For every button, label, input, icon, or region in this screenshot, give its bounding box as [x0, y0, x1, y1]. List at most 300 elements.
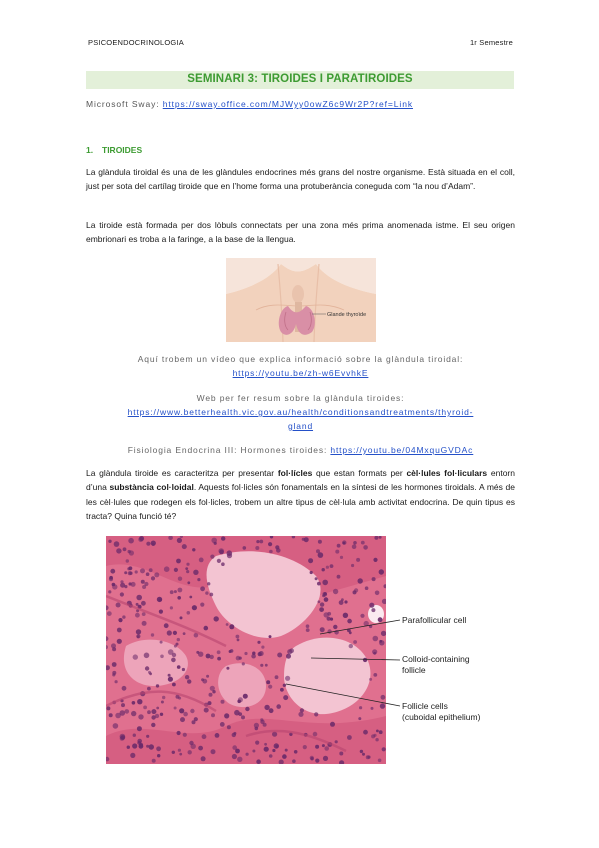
- nucleus-dot: [306, 628, 310, 632]
- nucleus-dot: [352, 544, 357, 549]
- nucleus-dot: [343, 613, 348, 618]
- nucleus-dot: [162, 696, 165, 699]
- nucleus-dot: [259, 540, 263, 544]
- term-follicular-cells: cèl·lules fol·liculars: [406, 468, 488, 478]
- nucleus-dot: [185, 567, 188, 570]
- nucleus-dot: [194, 717, 198, 721]
- nucleus-dot: [147, 710, 151, 714]
- label-follicle-1: Follicle cells: [402, 701, 448, 711]
- paragraph-structure: La tiroide està formada per dos lòbuls connectats per una zona més prima anomenada istme. El seu origen embrionari es troba a la faringe, a la base de la llengua.: [86, 220, 515, 245]
- nucleus-dot: [373, 673, 377, 677]
- nucleus-dot: [156, 746, 161, 751]
- nucleus-dot: [151, 541, 156, 546]
- nucleus-dot: [186, 570, 189, 573]
- nucleus-dot: [318, 540, 322, 544]
- nucleus-dot: [139, 536, 144, 541]
- nucleus-dot: [154, 572, 159, 577]
- nucleus-dot: [269, 635, 272, 638]
- nucleus-dot: [341, 598, 344, 601]
- label-parafollicular: Parafollicular cell: [402, 615, 467, 625]
- nucleus-dot: [233, 732, 236, 735]
- nucleus-dot: [256, 759, 261, 764]
- nucleus-dot: [242, 662, 245, 665]
- nucleus-dot: [187, 581, 190, 584]
- nucleus-dot: [188, 750, 192, 754]
- header-course: PSICOENDOCRINOLOGIA: [88, 38, 184, 47]
- nucleus-dot: [160, 641, 163, 644]
- nucleus-dot: [274, 743, 279, 748]
- nucleus-dot: [118, 618, 122, 622]
- nucleus-dot: [135, 570, 138, 573]
- video-line: [86, 366, 515, 380]
- section-heading: [86, 145, 142, 155]
- nucleus-dot: [322, 744, 325, 747]
- nucleus-dot: [268, 685, 272, 689]
- nucleus-dot: [131, 582, 136, 587]
- nucleus-dot: [239, 657, 242, 660]
- nucleus-dot: [136, 603, 139, 606]
- nucleus-dot: [171, 658, 176, 663]
- nucleus-dot: [133, 654, 138, 659]
- nucleus-dot: [177, 731, 181, 735]
- nucleus-dot: [157, 754, 160, 757]
- nucleus-dot: [372, 577, 376, 581]
- nucleus-dot: [276, 704, 281, 709]
- nucleus-dot: [335, 550, 339, 554]
- nucleus-dot: [155, 714, 159, 718]
- nucleus-dot: [128, 538, 134, 544]
- nucleus-dot: [124, 571, 127, 574]
- header-semester: 1r Semestre: [469, 38, 513, 47]
- nucleus-dot: [125, 709, 130, 714]
- nucleus-dot: [149, 744, 154, 749]
- para3-text-1: La glàndula tiroide es caracteritza per presentar: [86, 468, 278, 478]
- nucleus-dot: [257, 641, 260, 644]
- nucleus-dot: [330, 722, 335, 727]
- nucleus-dot: [137, 699, 142, 704]
- label-colloid-1: Colloid-containing: [402, 654, 470, 664]
- nucleus-dot: [127, 746, 130, 749]
- nucleus-dot: [269, 754, 273, 758]
- nucleus-dot: [200, 586, 205, 591]
- nucleus-dot: [255, 546, 259, 550]
- nucleus-dot: [185, 675, 189, 679]
- nucleus-dot: [258, 652, 262, 656]
- nucleus-dot: [183, 712, 188, 717]
- nucleus-dot: [177, 665, 181, 669]
- nucleus-dot: [198, 652, 203, 657]
- nucleus-dot: [381, 695, 386, 700]
- nucleus-dot: [112, 584, 117, 589]
- nucleus-dot: [218, 548, 224, 554]
- nucleus-dot: [132, 743, 137, 748]
- nucleus-dot: [172, 683, 176, 687]
- nucleus-dot: [333, 625, 337, 629]
- nucleus-dot: [178, 577, 182, 581]
- nucleus-dot: [313, 732, 318, 737]
- nucleus-dot: [136, 634, 140, 638]
- nucleus-dot: [229, 624, 234, 629]
- nucleus-dot: [141, 601, 146, 606]
- nucleus-dot: [369, 603, 374, 608]
- nucleus-dot: [382, 747, 386, 751]
- nucleus-dot: [109, 713, 113, 717]
- paragraph-intro: La glàndula tiroidal és una de les glàndules endocrines més grans del nostre organisme. Està situada en el coll, just per sota del cartílag tiroide que en l’home forma una protuberància coneguda com “la nou d’Adam”.: [86, 167, 515, 192]
- nucleus-dot: [353, 590, 357, 594]
- nucleus-dot: [232, 754, 237, 759]
- nucleus-dot: [349, 644, 353, 648]
- nucleus-dot: [275, 545, 279, 549]
- nucleus-dot: [109, 577, 113, 581]
- nucleus-dot: [146, 745, 149, 748]
- nucleus-dot: [227, 725, 231, 729]
- nucleus-dot: [294, 750, 298, 754]
- nucleus-dot: [147, 687, 151, 691]
- nucleus-dot: [298, 712, 303, 717]
- nucleus-dot: [366, 755, 370, 759]
- nucleus-dot: [174, 590, 177, 593]
- nucleus-dot: [112, 662, 117, 667]
- nucleus-dot: [209, 693, 213, 697]
- nucleus-dot: [343, 542, 346, 545]
- web-link-part-1[interactable]: https://www.betterhealth.vic.gov.au/health/conditionsandtreatments/thyroid-: [127, 407, 474, 417]
- nucleus-dot: [192, 605, 197, 610]
- nucleus-dot: [183, 733, 187, 737]
- nucleus-dot: [237, 639, 240, 642]
- nucleus-dot: [151, 576, 155, 580]
- nucleus-dot: [378, 759, 382, 763]
- nucleus-dot: [347, 619, 352, 624]
- fisio-line: [86, 443, 515, 457]
- nucleus-dot: [351, 564, 354, 567]
- term-colloid: substància col·loidal: [109, 482, 194, 493]
- nucleus-dot: [227, 553, 232, 558]
- web-link-part-2[interactable]: gland: [287, 421, 314, 431]
- nucleus-dot: [207, 582, 210, 585]
- nucleus-dot: [238, 712, 242, 716]
- nucleus-dot: [190, 709, 194, 713]
- nucleus-dot: [358, 717, 361, 720]
- title-bar: [86, 71, 514, 89]
- nucleus-dot: [280, 688, 284, 692]
- nucleus-dot: [129, 572, 132, 575]
- nucleus-dot: [255, 741, 259, 745]
- nucleus-dot: [360, 750, 363, 753]
- web-label: Web per fer resum sobre la glàndula tiroides:: [196, 393, 405, 403]
- nucleus-dot: [362, 753, 365, 756]
- video-link[interactable]: https://youtu.be/zh-w6EvvhkE: [232, 368, 369, 378]
- label-colloid-2: follicle: [402, 665, 426, 675]
- nucleus-dot: [236, 635, 240, 639]
- nucleus-dot: [206, 675, 209, 678]
- nucleus-dot: [252, 750, 255, 753]
- nucleus-dot: [117, 639, 122, 644]
- nucleus-dot: [177, 638, 180, 641]
- nucleus-dot: [380, 703, 385, 708]
- nucleus-dot: [246, 753, 249, 756]
- nucleus-dot: [117, 628, 122, 633]
- nucleus-dot: [304, 537, 309, 542]
- nucleus-dot: [176, 559, 181, 564]
- nucleus-dot: [268, 542, 272, 546]
- nucleus-dot: [226, 623, 229, 626]
- web-line-1: [86, 405, 515, 419]
- nucleus-dot: [130, 753, 135, 758]
- nucleus-dot: [315, 577, 318, 580]
- nucleus-dot: [269, 708, 274, 713]
- nucleus-dot: [141, 580, 145, 584]
- nucleus-dot: [115, 680, 118, 683]
- nucleus-dot: [177, 538, 182, 543]
- nucleus-dot: [327, 617, 331, 621]
- nucleus-dot: [221, 562, 225, 566]
- nucleus-dot: [120, 736, 125, 741]
- nucleus-dot: [317, 582, 321, 586]
- nucleus-dot: [319, 607, 324, 612]
- nucleus-dot: [220, 722, 225, 727]
- video-label: Aquí trobem un vídeo que explica informació sobre la glàndula tiroidal:: [137, 354, 464, 364]
- nucleus-dot: [211, 749, 216, 754]
- nucleus-dot: [310, 571, 313, 574]
- nucleus-dot: [111, 643, 116, 648]
- nucleus-dot: [177, 596, 181, 600]
- nucleus-dot: [286, 654, 291, 659]
- nucleus-dot: [335, 740, 338, 743]
- nucleus-dot: [379, 640, 384, 645]
- micrograph: [106, 536, 387, 764]
- nucleus-dot: [369, 678, 372, 681]
- nucleus-dot: [285, 749, 288, 752]
- nucleus-dot: [327, 629, 331, 633]
- nucleus-dot: [363, 730, 368, 735]
- nucleus-dot: [199, 558, 204, 563]
- nucleus-dot: [170, 590, 174, 594]
- nucleus-dot: [122, 686, 127, 691]
- nucleus-dot: [315, 759, 319, 763]
- nucleus-dot: [209, 593, 213, 597]
- nucleus-dot: [106, 706, 110, 710]
- nucleus-dot: [108, 540, 111, 543]
- nucleus-dot: [266, 680, 270, 684]
- nucleus-dot: [174, 707, 177, 710]
- nucleus-dot: [315, 745, 319, 749]
- nucleus-dot: [375, 591, 380, 596]
- nucleus-dot: [379, 569, 384, 574]
- nucleus-dot: [260, 664, 263, 667]
- nucleus-dot: [174, 568, 178, 572]
- para3-text-4: . Aquests fol·licles són fonamentals en la síntesi de les hormones tiroidals. A més de les cèl·lules que rodegen els fol·licles, trobem un altre tipus de cèl·lula amb activitat endocrina. De quin tipus es tracta? Quina funció té?: [86, 482, 516, 522]
- nucleus-dot: [232, 745, 237, 750]
- nucleus-dot: [180, 717, 185, 722]
- nucleus-dot: [191, 744, 196, 749]
- nucleus-dot: [358, 578, 363, 583]
- nucleus-dot: [170, 606, 173, 609]
- nucleus-dot: [144, 653, 150, 659]
- nucleus-dot: [151, 709, 156, 714]
- nucleus-dot: [245, 707, 249, 711]
- nucleus-dot: [221, 536, 225, 540]
- nucleus-dot: [208, 701, 212, 705]
- nucleus-dot: [120, 592, 124, 596]
- nucleus-dot: [164, 566, 170, 572]
- nucleus-dot: [120, 710, 126, 716]
- nucleus-dot: [156, 684, 159, 687]
- nucleus-dot: [365, 586, 369, 590]
- nucleus-dot: [337, 544, 341, 548]
- nucleus-dot: [269, 550, 273, 554]
- nucleus-dot: [127, 567, 130, 570]
- nucleus-dot: [215, 733, 220, 738]
- nucleus-dot: [149, 568, 153, 572]
- nucleus-dot: [168, 649, 174, 655]
- nucleus-dot: [353, 541, 357, 545]
- sway-line: [86, 99, 413, 109]
- histology-figure: [106, 536, 494, 764]
- nucleus-dot: [211, 538, 217, 544]
- para3-text-3: entorn d’una: [86, 468, 515, 493]
- nucleus-dot: [237, 757, 242, 762]
- nucleus-dot: [381, 631, 386, 636]
- nucleus-dot: [363, 545, 368, 550]
- nucleus-dot: [121, 703, 125, 707]
- term-follicles: fol·lícles: [277, 468, 313, 478]
- nucleus-dot: [326, 566, 329, 569]
- nucleus-dot: [322, 594, 325, 597]
- nucleus-dot: [156, 707, 159, 710]
- nucleus-dot: [373, 636, 379, 642]
- nucleus-dot: [142, 612, 146, 616]
- nucleus-dot: [322, 568, 325, 571]
- nucleus-dot: [282, 754, 287, 759]
- nucleus-dot: [198, 746, 203, 751]
- sway-label: Microsoft Sway:: [86, 99, 163, 109]
- nucleus-dot: [137, 741, 141, 745]
- nucleus-dot: [210, 555, 214, 559]
- nucleus-dot: [371, 707, 374, 710]
- nucleus-dot: [146, 542, 150, 546]
- nucleus-dot: [159, 610, 163, 614]
- sway-link[interactable]: https://sway.office.com/MJWyy0owZ6c9Wr2P?ref=Link: [162, 99, 413, 109]
- nucleus-dot: [179, 753, 182, 756]
- web-line-2: [86, 419, 515, 433]
- nucleus-dot: [123, 547, 127, 551]
- nucleus-dot: [193, 570, 198, 575]
- nucleus-dot: [164, 623, 169, 628]
- nucleus-dot: [277, 653, 282, 658]
- nucleus-dot: [112, 673, 115, 676]
- nucleus-dot: [314, 712, 318, 716]
- nucleus-dot: [349, 631, 352, 634]
- nucleus-dot: [137, 726, 142, 731]
- nucleus-dot: [200, 603, 204, 607]
- nucleus-dot: [323, 756, 328, 761]
- nucleus-dot: [202, 734, 207, 739]
- nucleus-dot: [160, 655, 164, 659]
- nucleus-dot: [337, 575, 341, 579]
- nucleus-dot: [204, 708, 209, 713]
- nucleus-dot: [161, 701, 164, 704]
- nucleus-dot: [172, 751, 175, 754]
- nucleus-dot: [146, 572, 150, 576]
- nucleus-dot: [264, 747, 269, 752]
- nucleus-dot: [210, 686, 215, 691]
- thyroid-illustration: [226, 258, 376, 342]
- nucleus-dot: [255, 727, 259, 731]
- nucleus-dot: [211, 713, 215, 717]
- nucleus-dot: [361, 541, 365, 545]
- nucleus-dot: [182, 668, 185, 671]
- nucleus-dot: [347, 735, 352, 740]
- nucleus-dot: [252, 652, 255, 655]
- nucleus-dot: [272, 749, 275, 752]
- nucleus-dot: [110, 569, 115, 574]
- nucleus-dot: [371, 734, 375, 738]
- nucleus-dot: [178, 588, 183, 593]
- nucleus-dot: [160, 713, 163, 716]
- nucleus-dot: [116, 548, 121, 553]
- paragraph-follicles: [86, 466, 515, 524]
- fisio-link[interactable]: https://youtu.be/04MxquGVDAc: [330, 445, 474, 455]
- nucleus-dot: [344, 600, 347, 603]
- nucleus-dot: [330, 564, 334, 568]
- nucleus-dot: [201, 756, 206, 761]
- nucleus-dot: [152, 759, 156, 763]
- section-number: 1.: [86, 145, 94, 155]
- nucleus-dot: [136, 595, 142, 601]
- nucleus-dot: [182, 544, 187, 549]
- nucleus-dot: [322, 580, 328, 586]
- nucleus-dot: [339, 752, 343, 756]
- nucleus-dot: [318, 600, 321, 603]
- nucleus-dot: [265, 664, 268, 667]
- nucleus-dot: [138, 714, 143, 719]
- nucleus-dot: [142, 621, 147, 626]
- nucleus-dot: [202, 679, 207, 684]
- nucleus-dot: [244, 652, 247, 655]
- nucleus-dot: [135, 613, 140, 618]
- nucleus-dot: [145, 666, 149, 670]
- nucleus-dot: [264, 705, 269, 710]
- nucleus-dot: [256, 540, 259, 543]
- nucleus-dot: [151, 723, 155, 727]
- nucleus-dot: [217, 657, 221, 661]
- nucleus-dot: [173, 631, 177, 635]
- nucleus-dot: [226, 667, 229, 670]
- nucleus-dot: [272, 732, 277, 737]
- nucleus-dot: [260, 718, 263, 721]
- nucleus-dot: [372, 649, 377, 654]
- nucleus-dot: [241, 715, 245, 719]
- nucleus-dot: [179, 708, 184, 713]
- nucleus-dot: [146, 735, 149, 738]
- nucleus-dot: [371, 608, 375, 612]
- nucleus-dot: [320, 627, 325, 632]
- nucleus-dot: [324, 597, 329, 602]
- nucleus-dot: [376, 730, 379, 733]
- nucleus-dot: [359, 706, 362, 709]
- nucleus-dot: [340, 556, 343, 559]
- nucleus-dot: [324, 746, 329, 751]
- nucleus-dot: [174, 645, 177, 648]
- nucleus-dot: [126, 559, 129, 562]
- nucleus-dot: [356, 558, 360, 562]
- nucleus-dot: [183, 632, 186, 635]
- nucleus-dot: [303, 745, 307, 749]
- nucleus-dot: [168, 677, 173, 682]
- nucleus-dot: [285, 676, 290, 681]
- nucleus-dot: [205, 591, 208, 594]
- nucleus-dot: [187, 611, 191, 615]
